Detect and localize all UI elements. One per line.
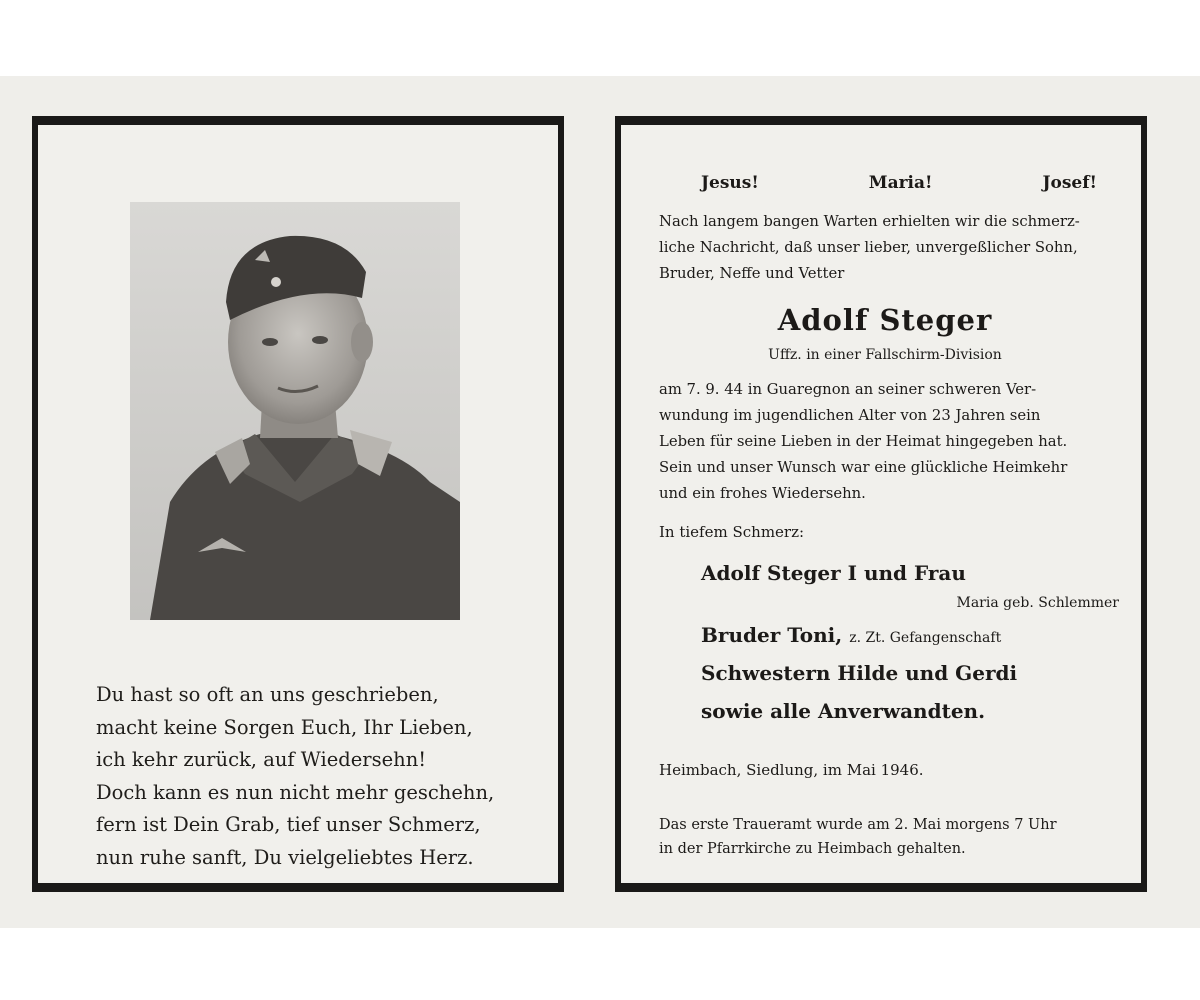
brother-line	[701, 623, 1153, 647]
intro-line: Bruder, Neffe und Vetter	[659, 265, 845, 282]
poem-line: macht keine Sorgen Euch, Ihr Lieben,	[96, 715, 473, 739]
poem-line: Doch kann es nun nicht mehr geschehn,	[96, 780, 495, 804]
invocation-maria: Maria!	[868, 173, 933, 193]
intro-line: liche Nachricht, daß unser lieber, unvergeßlicher Sohn,	[659, 239, 1078, 256]
invocation-josef: Josef!	[1042, 173, 1097, 193]
memorial-card	[0, 76, 1200, 928]
death-notice-paragraph	[659, 377, 1111, 507]
service-line: in der Pfarrkirche zu Heimbach gehalten.	[659, 841, 966, 857]
parents-line: Adolf Steger I und Frau	[701, 561, 966, 585]
deceased-name: Adolf Steger	[777, 303, 993, 337]
brother-name: Bruder Toni,	[701, 623, 843, 647]
intro-paragraph	[659, 209, 1111, 287]
news-line: Sein und unser Wunsch war eine glückliche Heimkehr	[659, 459, 1068, 476]
poem-line: nun ruhe sanft, Du vielgeliebtes Herz.	[96, 845, 474, 869]
mother-name: Maria geb. Schlemmer	[956, 595, 1119, 611]
invocation-line	[659, 173, 1111, 193]
invocation-jesus: Jesus!	[701, 173, 759, 193]
news-line: am 7. 9. 44 in Guaregnon an seiner schweren Ver-	[659, 381, 1037, 398]
service-line: Das erste Traueramt wurde am 2. Mai morgens 7 Uhr	[659, 817, 1057, 833]
memorial-poem	[96, 679, 536, 874]
left-panel	[32, 116, 564, 892]
poem-line: fern ist Dein Grab, tief unser Schmerz,	[96, 813, 481, 836]
news-line: wundung im jugendlichen Alter von 23 Jahren sein	[659, 407, 1041, 424]
news-line: und ein frohes Wiedersehn.	[659, 485, 866, 502]
intro-line: Nach langem bangen Warten erhielten wir die schmerz-	[659, 213, 1080, 230]
relatives-line: sowie alle Anverwandten.	[701, 699, 986, 723]
poem-line: Du hast so oft an uns geschrieben,	[96, 683, 439, 706]
place-date: Heimbach, Siedlung, im Mai 1946.	[659, 761, 924, 779]
brother-note: z. Zt. Gefangenschaft	[849, 630, 1002, 646]
soldier-portrait-photo	[130, 202, 460, 620]
poem-line: ich kehr zurück, auf Wiedersehn!	[96, 748, 427, 771]
portrait-image	[130, 202, 460, 620]
news-line: Leben für seine Lieben in der Heimat hingegeben hat.	[659, 433, 1068, 450]
right-panel	[615, 116, 1147, 892]
service-notice	[659, 813, 1111, 861]
deceased-rank: Uffz. in einer Fallschirm-Division	[768, 347, 1002, 363]
sorrow-heading: In tiefem Schmerz:	[659, 523, 805, 541]
sisters-line: Schwestern Hilde und Gerdi	[701, 661, 1018, 685]
